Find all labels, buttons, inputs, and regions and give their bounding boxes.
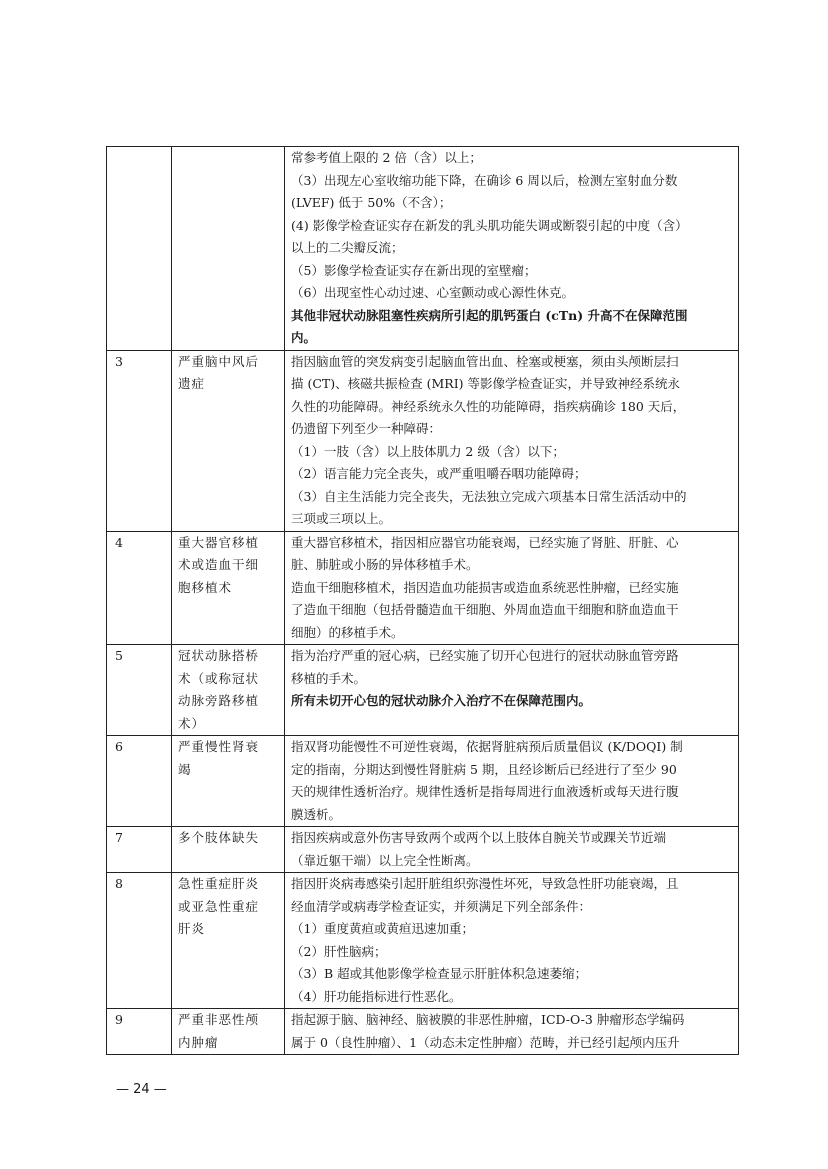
definition-line: （1）重度黄疸或黄疸迅速加重； xyxy=(291,921,474,936)
disease-name-line: 术或造血干细 xyxy=(178,557,260,572)
disease-definition xyxy=(285,531,739,645)
disease-name-line: 肝炎 xyxy=(178,921,206,936)
disease-name-line: 急性重症肝炎 xyxy=(178,876,260,891)
disease-name xyxy=(172,873,285,1009)
definition-line: （3）自主生活能力完全丧失，无法独立完成六项基本日常生活活动中的 xyxy=(291,488,687,504)
disease-name-line: 术） xyxy=(178,715,206,731)
disease-name xyxy=(172,531,285,645)
table-row xyxy=(107,827,739,873)
disease-name-line: 多个肢体缺失 xyxy=(178,830,260,845)
row-number: 3 xyxy=(107,350,172,531)
definition-line: 指因脑血管的突发病变引起脑血管出血、栓塞或梗塞，须由头颅断层扫 xyxy=(291,353,679,369)
definition-line: 三项或三项以上。 xyxy=(291,511,392,526)
row-number: 9 xyxy=(107,1009,172,1055)
disease-definition xyxy=(285,1009,739,1055)
row-number xyxy=(107,147,172,351)
disease-name-line: 严重非恶性颅 xyxy=(178,1012,260,1027)
definition-line: 描 (CT)、核磁共振检查 (MRI) 等影像学检查证实，并导致神经系统永 xyxy=(291,376,680,391)
disease-name-line: 胞移植术 xyxy=(178,579,233,595)
row-number: 4 xyxy=(107,531,172,645)
definition-line: 膜透析。 xyxy=(291,806,342,822)
definition-line: （1）一肢（含）以上肢体肌力 2 级（含）以下； xyxy=(291,443,565,459)
disease-name xyxy=(172,645,285,736)
definition-line: （6）出现室性心动过速、心室颤动或心源性休克。 xyxy=(291,285,574,300)
definition-line: 常参考值上限的 2 倍（含）以上； xyxy=(291,150,482,165)
disease-name xyxy=(172,350,285,531)
page-number: — 24 — xyxy=(116,1082,167,1097)
definition-line: 指因肝炎病毒感染引起肝脏组织弥漫性坏死，导致急性肝功能衰竭，且 xyxy=(291,876,679,891)
definition-line: 天的规律性透析治疗。规律性透析是指每周进行血液透析或每天进行腹 xyxy=(291,784,679,799)
disease-name-line: 内肿瘤 xyxy=(178,1034,219,1050)
disease-definition xyxy=(285,645,739,736)
definition-line: （4）肝功能指标进行性恶化。 xyxy=(291,988,462,1004)
definition-line: （2）肝性脑病； xyxy=(291,943,387,959)
definition-line: 属于 0（良性肿瘤）、1（动态未定性肿瘤）范畴，并已经引起颅内压升 xyxy=(291,1034,680,1050)
table-row xyxy=(107,147,739,351)
disease-name-line: 严重慢性肾衰 xyxy=(178,739,260,754)
disease-name xyxy=(172,1009,285,1055)
definition-line: （2）语言能力完全丧失，或严重咀嚼吞咽功能障碍； xyxy=(291,466,587,481)
disease-name-line: 动脉旁路移植 xyxy=(178,693,260,708)
disease-definition xyxy=(285,873,739,1009)
row-number: 6 xyxy=(107,736,172,827)
table-row xyxy=(107,1009,739,1055)
definition-line: 指起源于脑、脑神经、脑被膜的非恶性肿瘤，ICD-O-3 肿瘤形态学编码 xyxy=(291,1012,685,1027)
disease-definition xyxy=(285,147,739,351)
exclusion-note-line: 内。 xyxy=(291,330,317,345)
disease-name-line: 遗症 xyxy=(178,376,206,391)
definition-line: 以上的二尖瓣反流； xyxy=(291,240,404,255)
disease-definition xyxy=(285,736,739,827)
definition-line: (LVEF) 低于 50%（不含）； xyxy=(291,195,452,210)
definition-line: 指双肾功能慢性不可逆性衰竭，依据肾脏病预后质量倡议 (K/DOQI) 制 xyxy=(291,739,683,754)
definition-line: （靠近躯干端）以上完全性断离。 xyxy=(291,852,479,868)
table-row xyxy=(107,736,739,827)
row-number: 5 xyxy=(107,645,172,736)
definition-line: 指为治疗严重的冠心病，已经实施了切开心包进行的冠状动脉血管旁路 xyxy=(291,648,679,663)
definition-line: 重大器官移植术，指因相应器官功能衰竭，已经实施了肾脏、肝脏、心 xyxy=(291,534,679,550)
definition-line: 脏、肺脏或小肠的异体移植手术。 xyxy=(291,557,479,572)
disease-name-line: 术（或称冠状 xyxy=(178,670,260,686)
definition-line: （3）B 超或其他影像学检查显示肝脏体积急速萎缩； xyxy=(291,966,588,981)
disease-name-line: 冠状动脉搭桥 xyxy=(178,648,260,663)
disease-name-line: 严重脑中风后 xyxy=(178,353,260,369)
table-row xyxy=(107,350,739,531)
row-number: 8 xyxy=(107,873,172,1009)
disease-definition xyxy=(285,350,739,531)
disease-name-line: 竭 xyxy=(178,761,192,777)
definition-line: 经血清学或病毒学检查证实，并须满足下列全部条件： xyxy=(291,898,592,914)
definition-line: 仍遗留下列至少一种障碍： xyxy=(291,421,442,436)
disease-name-line: 重大器官移植 xyxy=(178,534,260,550)
insurance-disease-table xyxy=(106,146,739,1055)
definition-line: (4) 影像学检查证实存在新发的乳头肌功能失调或断裂引起的中度（含） xyxy=(291,217,688,233)
exclusion-note-line: 其他非冠状动脉阻塞性疾病所引起的肌钙蛋白 (cTn) 升高不在保障范围 xyxy=(291,307,688,323)
disease-name xyxy=(172,827,285,873)
disease-definition xyxy=(285,827,739,873)
exclusion-note-line: 所有未切开心包的冠状动脉介入治疗不在保障范围内。 xyxy=(291,693,592,708)
table-body xyxy=(107,147,739,1055)
definition-line: 指因疾病或意外伤害导致两个或两个以上肢体自腕关节或踝关节近端 xyxy=(291,830,667,845)
definition-line: 定的指南，分期达到慢性肾脏病 5 期，且经诊断后已经进行了至少 90 xyxy=(291,761,677,777)
row-number: 7 xyxy=(107,827,172,873)
table-row xyxy=(107,645,739,736)
disease-name-line: 或亚急性重症 xyxy=(178,898,260,914)
disease-name xyxy=(172,147,285,351)
definition-line: 造血干细胞移植术，指因造血功能损害或造血系统恶性肿瘤，已经实施 xyxy=(291,579,679,595)
disease-name xyxy=(172,736,285,827)
definition-line: 细胞）的移植手术。 xyxy=(291,624,404,640)
definition-line: （5）影像学检查证实存在新出现的室壁瘤； xyxy=(291,262,537,278)
definition-line: 久性的功能障碍。神经系统永久性的功能障碍，指疾病确诊 180 天后， xyxy=(291,398,686,414)
table-row xyxy=(107,873,739,1009)
table-row xyxy=(107,531,739,645)
definition-line: （3）出现左心室收缩功能下降，在确诊 6 周以后，检测左室射血分数 xyxy=(291,172,678,188)
definition-line: 移植的手术。 xyxy=(291,670,367,686)
definition-line: 了造血干细胞（包括骨髓造血干细胞、外周血造血干细胞和脐血造血干 xyxy=(291,602,679,617)
